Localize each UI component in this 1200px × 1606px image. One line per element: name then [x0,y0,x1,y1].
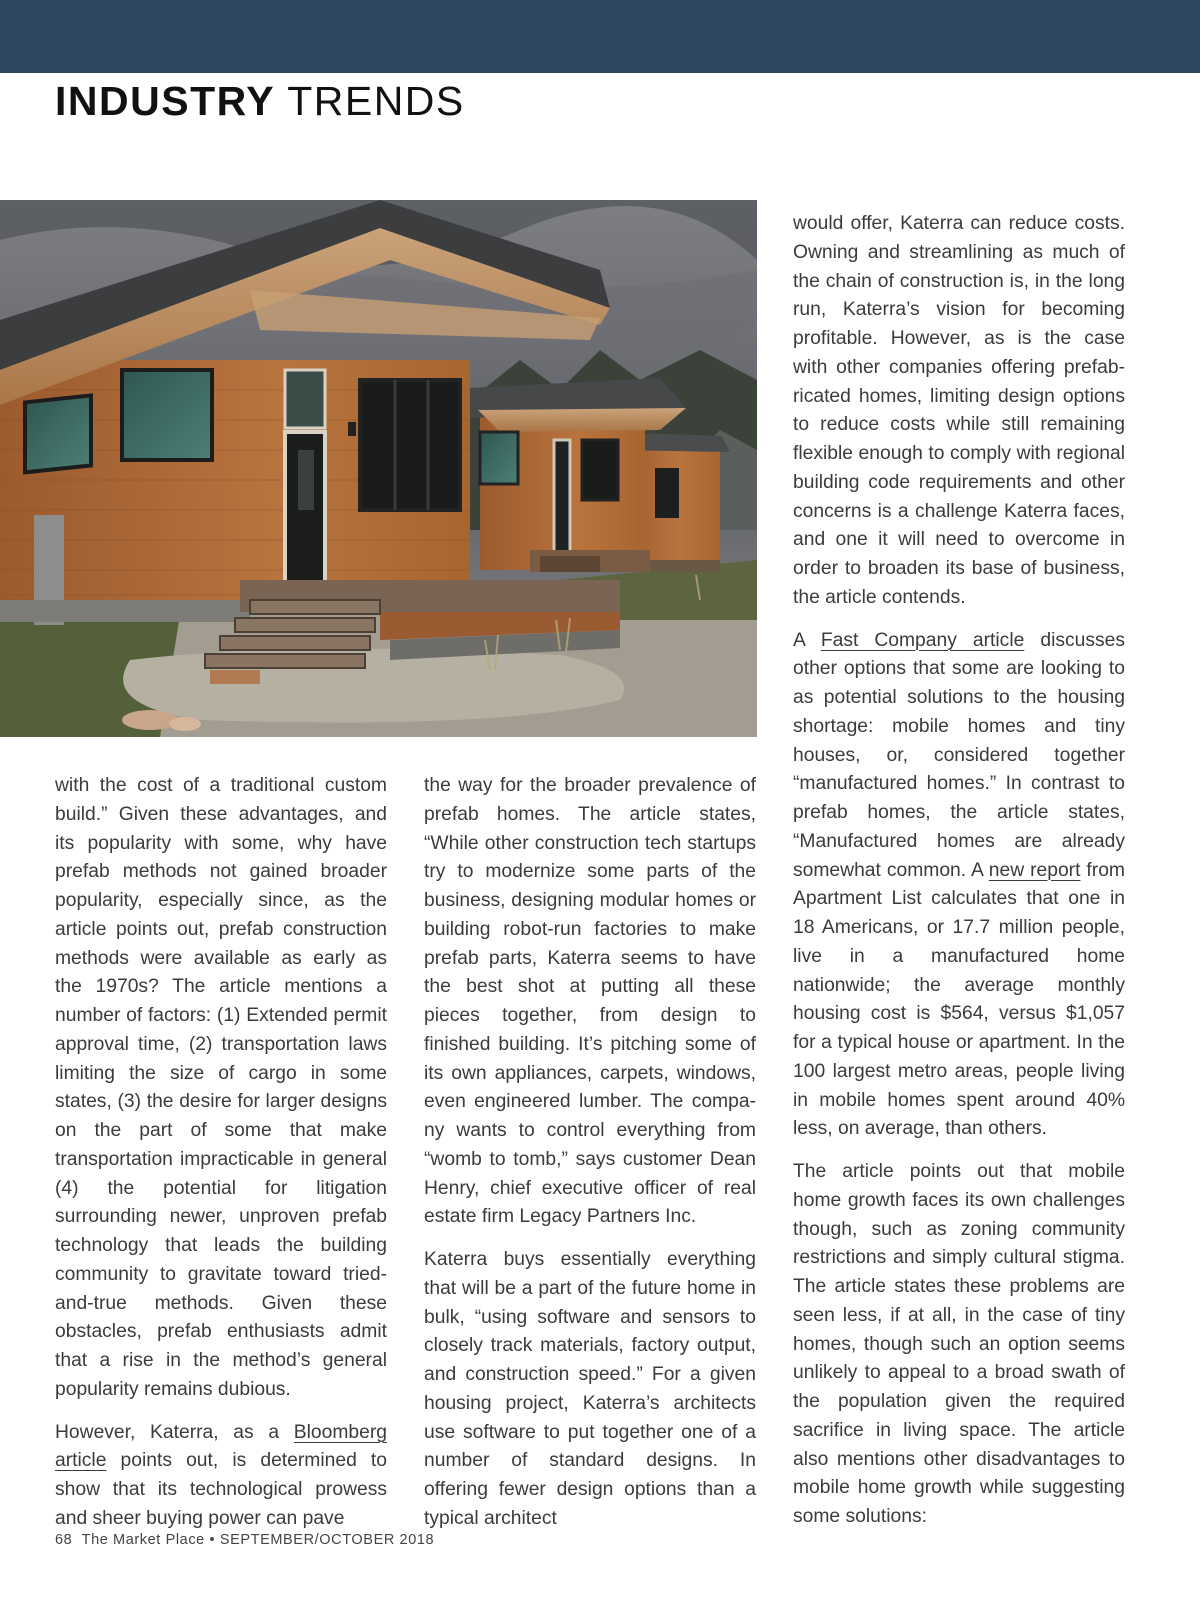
section-title [55,76,465,126]
col1-paragraph-2 [55,1419,387,1534]
page-footer [55,1532,434,1548]
col3-paragraph-3: The article points out that mobile home growth faces its own challenges though, such as zoning community restrictions and simply cultural stigma. The article states these problems are seen less, if at all, in the case of tiny homes, though such an option seems unlikely to appeal to a broad swath of the population given the required sacrifice in living space. The article also mentions other disadvantages to mobile home growth while suggesting some solutions: [793,1161,1125,1527]
fast-company-article-link[interactable]: Fast Company article [820,629,1025,651]
column-3 [793,210,1125,1546]
col1-p2-text-a: However, Katerra, as a [55,1421,294,1443]
issue-date: SEPTEMBER/OCTOBER 2018 [219,1532,435,1548]
page-number: 68 [55,1532,73,1548]
section-title-light: TRENDS [287,78,465,124]
col3-p2-text-b: discusses other options that some are looking to as potential solutions to the housing shortage: mobile homes and tiny houses, or, considered together “manufactured homes.” In contrast to prefab homes, the article states, “Manufactured homes are already somewhat common. A [793,629,1126,881]
photo-illustration [0,200,757,737]
publication-name: The Market Place [81,1532,205,1548]
section-title-bold: INDUSTRY [55,78,276,124]
col3-paragraph-2 [793,627,1125,1145]
col1-p2-text-b: points out, is determined to show that its technological prowess and sheer buying power can pave [55,1450,387,1529]
col3-paragraph-1: would offer, Katerra can reduce costs. Owning and streamlining as much of the chain of construction is, in the long run, Katerra’s vision for becoming profitable. However, as is the case with other companies offering prefabricated homes, limiting design options to reduce costs while still remaining flexible enough to comply with regional building code requirements and other concerns is a challenge Katerra faces, and one it will need to overcome in order to broaden its base of business, the article contends. [793,213,1125,608]
column-1 [55,772,387,1548]
col3-p2-text-a: A [793,629,821,651]
col2-paragraph-2: Katerra buys essentially everything that will be a part of the future home in bulk, “using software and sensors to closely track materials, factory output, and construction speed.” For a given housing project, Katerra’s architects use software to put together one of a number of standard designs. In offering fewer design options than a typical architect [424,1249,756,1529]
header-bar [0,0,1200,73]
col2-paragraph-1: the way for the broader prevalence of prefab homes. The article states, “While other construction tech startups try to modernize some parts of the business, designing modular homes or building robot-run factories to make prefab parts, Katerra seems to have the best shot at putting all these pieces together, from design to finished building. It’s pitching some of its own appliances, carpets, windows, even engineered lumber. The company wants to control everything from “womb to tomb,” says customer Dean Henry, chief executive officer of real estate firm Legacy Partners Inc. [424,775,756,1228]
col1-paragraph-1: with the cost of a traditional custom build.” Given these advantages, and its popularity with some, why have prefab methods not gained broader popularity, especially since, as the article points out, prefab construction methods were available as early as the 1970s? The article mentions a number of factors: (1) Extended permit approval time, (2) transportation laws limiting the size of cargo in some states, (3) the desire for larger designs on the part of some that make transportation impracticable in general (4) the potential for litigation surrounding newer, unproven prefab technology that leads the building community to gravitate toward tried-and-true methods. Given these obstacles, prefab enthusiasts admit that a rise in the method’s general popularity remains dubious. [55,775,387,1400]
column-2 [424,772,756,1548]
new-report-link[interactable]: new report [988,859,1081,881]
footer-separator: • [209,1532,216,1548]
col3-p2-text-c: from Apartment List calculates that one in 18 Americans, or 17.7 million people, live in a manufactured home nationwide; the average monthly housing cost is $564, versus $1,057 for a typical house or apartment. In the 100 largest metro areas, people living in mobile homes spent around 40% less, on average, than others. [793,859,1125,1140]
prefab-cabins-photo [0,200,757,737]
bloomberg-article-link[interactable]: Bloomberg article [55,1421,387,1472]
